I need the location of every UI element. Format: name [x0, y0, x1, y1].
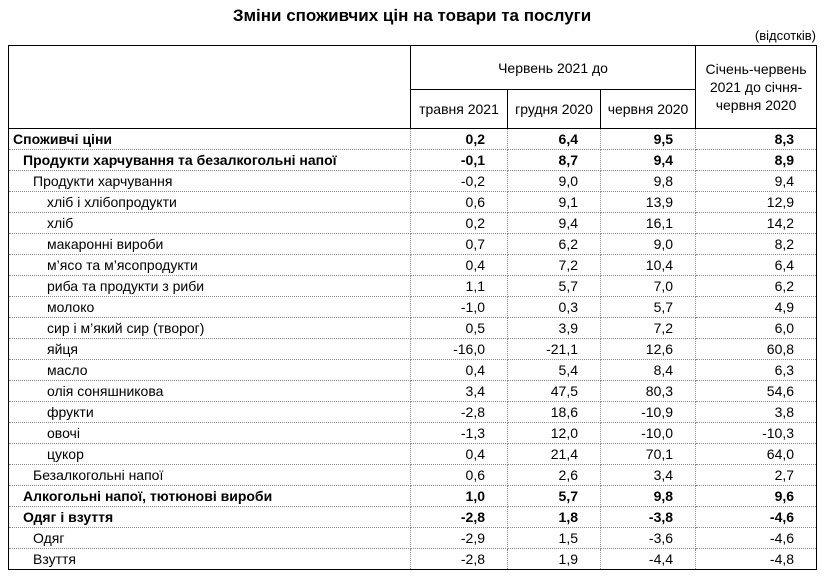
value-cell: 9,4: [508, 213, 601, 234]
value-cell: 1,9: [508, 549, 601, 570]
value-cell: 6,2: [696, 276, 817, 297]
value-cell: 13,9: [601, 192, 696, 213]
row-label: Продукти харчування: [9, 171, 411, 192]
table-body: [9, 129, 817, 570]
value-cell: -1,3: [411, 423, 508, 444]
table-row: [9, 549, 817, 570]
value-cell: -2,8: [411, 549, 508, 570]
value-cell: 9,4: [601, 150, 696, 171]
value-cell: 1,5: [508, 528, 601, 549]
value-cell: 0,3: [508, 297, 601, 318]
row-label: Одяг і взуття: [9, 507, 411, 528]
value-cell: 6,4: [696, 255, 817, 276]
value-cell: -10,9: [601, 402, 696, 423]
value-cell: 7,0: [601, 276, 696, 297]
value-cell: -4,8: [696, 549, 817, 570]
row-label: молоко: [9, 297, 411, 318]
value-cell: 2,7: [696, 465, 817, 486]
row-label: Алкогольні напої, тютюнові вироби: [9, 486, 411, 507]
row-label: хліб: [9, 213, 411, 234]
value-cell: 12,6: [601, 339, 696, 360]
col-header-may-2021: травня 2021: [411, 90, 508, 129]
value-cell: -2,8: [411, 507, 508, 528]
value-cell: 9,4: [696, 171, 817, 192]
value-cell: -0,2: [411, 171, 508, 192]
table-row: [9, 360, 817, 381]
value-cell: -16,0: [411, 339, 508, 360]
page-title: Зміни споживчих цін на товари та послуги: [232, 6, 592, 25]
value-cell: -10,0: [601, 423, 696, 444]
table-row: [9, 297, 817, 318]
col-header-jun-2020: червня 2020: [601, 90, 696, 129]
value-cell: -1,0: [411, 297, 508, 318]
value-cell: 8,7: [508, 150, 601, 171]
value-cell: 21,4: [508, 444, 601, 465]
table-row: [9, 171, 817, 192]
value-cell: 0,4: [411, 444, 508, 465]
table-row: [9, 402, 817, 423]
value-cell: 3,4: [411, 381, 508, 402]
value-cell: 6,0: [696, 318, 817, 339]
header-row-group: [9, 46, 817, 90]
value-cell: 9,0: [508, 171, 601, 192]
value-cell: 12,0: [508, 423, 601, 444]
table-row: [9, 150, 817, 171]
table-row: [9, 507, 817, 528]
row-label: масло: [9, 360, 411, 381]
value-cell: 60,8: [696, 339, 817, 360]
table-row: [9, 528, 817, 549]
value-cell: 8,2: [696, 234, 817, 255]
value-cell: 14,2: [696, 213, 817, 234]
value-cell: 16,1: [601, 213, 696, 234]
row-label: хліб і хлібопродукти: [9, 192, 411, 213]
value-cell: 3,8: [696, 402, 817, 423]
row-label: Одяг: [9, 528, 411, 549]
value-cell: -4,6: [696, 528, 817, 549]
value-cell: 80,3: [601, 381, 696, 402]
value-cell: 1,1: [411, 276, 508, 297]
table-row: [9, 192, 817, 213]
row-label: м’ясо та м’ясопродукти: [9, 255, 411, 276]
value-cell: 54,6: [696, 381, 817, 402]
consumer-price-table: [8, 45, 817, 570]
row-label: риба та продукти з риби: [9, 276, 411, 297]
value-cell: 0,6: [411, 192, 508, 213]
value-cell: 9,5: [601, 129, 696, 150]
value-cell: 5,7: [601, 297, 696, 318]
value-cell: -2,8: [411, 402, 508, 423]
value-cell: 7,2: [601, 318, 696, 339]
value-cell: 7,2: [508, 255, 601, 276]
value-cell: 10,4: [601, 255, 696, 276]
value-cell: 6,2: [508, 234, 601, 255]
value-cell: 64,0: [696, 444, 817, 465]
unit-note: (відсотків): [754, 28, 816, 43]
value-cell: 2,6: [508, 465, 601, 486]
period-column-header: Січень-червень 2021 до січня-червня 2020: [696, 46, 817, 129]
value-cell: 47,5: [508, 381, 601, 402]
row-label: овочі: [9, 423, 411, 444]
table-row: [9, 129, 817, 150]
value-cell: 8,9: [696, 150, 817, 171]
value-cell: 0,2: [411, 213, 508, 234]
table-row: [9, 486, 817, 507]
value-cell: 6,4: [508, 129, 601, 150]
value-cell: -3,8: [601, 507, 696, 528]
value-cell: 8,4: [601, 360, 696, 381]
value-cell: -4,6: [696, 507, 817, 528]
value-cell: -4,4: [601, 549, 696, 570]
table-row: [9, 423, 817, 444]
row-label: Продукти харчування та безалкогольні напої: [9, 150, 411, 171]
value-cell: 18,6: [508, 402, 601, 423]
value-cell: 70,1: [601, 444, 696, 465]
row-label: фрукти: [9, 402, 411, 423]
value-cell: 9,8: [601, 486, 696, 507]
row-label: цукор: [9, 444, 411, 465]
table-row: [9, 444, 817, 465]
table-row: [9, 318, 817, 339]
table-row: [9, 276, 817, 297]
value-cell: 9,0: [601, 234, 696, 255]
row-label: яйця: [9, 339, 411, 360]
value-cell: -10,3: [696, 423, 817, 444]
column-group-header: Червень 2021 до: [411, 46, 696, 90]
table-header: [9, 46, 817, 129]
value-cell: -21,1: [508, 339, 601, 360]
value-cell: 5,7: [508, 486, 601, 507]
row-label: сир і м’який сир (творог): [9, 318, 411, 339]
value-cell: 1,8: [508, 507, 601, 528]
value-cell: 3,4: [601, 465, 696, 486]
table-row: [9, 381, 817, 402]
value-cell: 4,9: [696, 297, 817, 318]
value-cell: 0,6: [411, 465, 508, 486]
value-cell: 5,7: [508, 276, 601, 297]
col-header-dec-2020: грудня 2020: [508, 90, 601, 129]
value-cell: 0,5: [411, 318, 508, 339]
value-cell: -3,6: [601, 528, 696, 549]
value-cell: 0,2: [411, 129, 508, 150]
value-cell: 9,8: [601, 171, 696, 192]
value-cell: 9,6: [696, 486, 817, 507]
row-label-header: [9, 46, 411, 129]
row-label: Безалкогольні напої: [9, 465, 411, 486]
value-cell: 0,4: [411, 360, 508, 381]
value-cell: 6,3: [696, 360, 817, 381]
table-row: [9, 234, 817, 255]
row-label: Споживчі ціни: [9, 129, 411, 150]
value-cell: 8,3: [696, 129, 817, 150]
row-label: макаронні вироби: [9, 234, 411, 255]
table-row: [9, 339, 817, 360]
value-cell: 3,9: [508, 318, 601, 339]
value-cell: 9,1: [508, 192, 601, 213]
value-cell: -0,1: [411, 150, 508, 171]
value-cell: 0,7: [411, 234, 508, 255]
value-cell: 5,4: [508, 360, 601, 381]
value-cell: -2,9: [411, 528, 508, 549]
value-cell: 0,4: [411, 255, 508, 276]
table-row: [9, 465, 817, 486]
table-row: [9, 255, 817, 276]
value-cell: 12,9: [696, 192, 817, 213]
value-cell: 1,0: [411, 486, 508, 507]
row-label: Взуття: [9, 549, 411, 570]
row-label: олія соняшникова: [9, 381, 411, 402]
table-row: [9, 213, 817, 234]
